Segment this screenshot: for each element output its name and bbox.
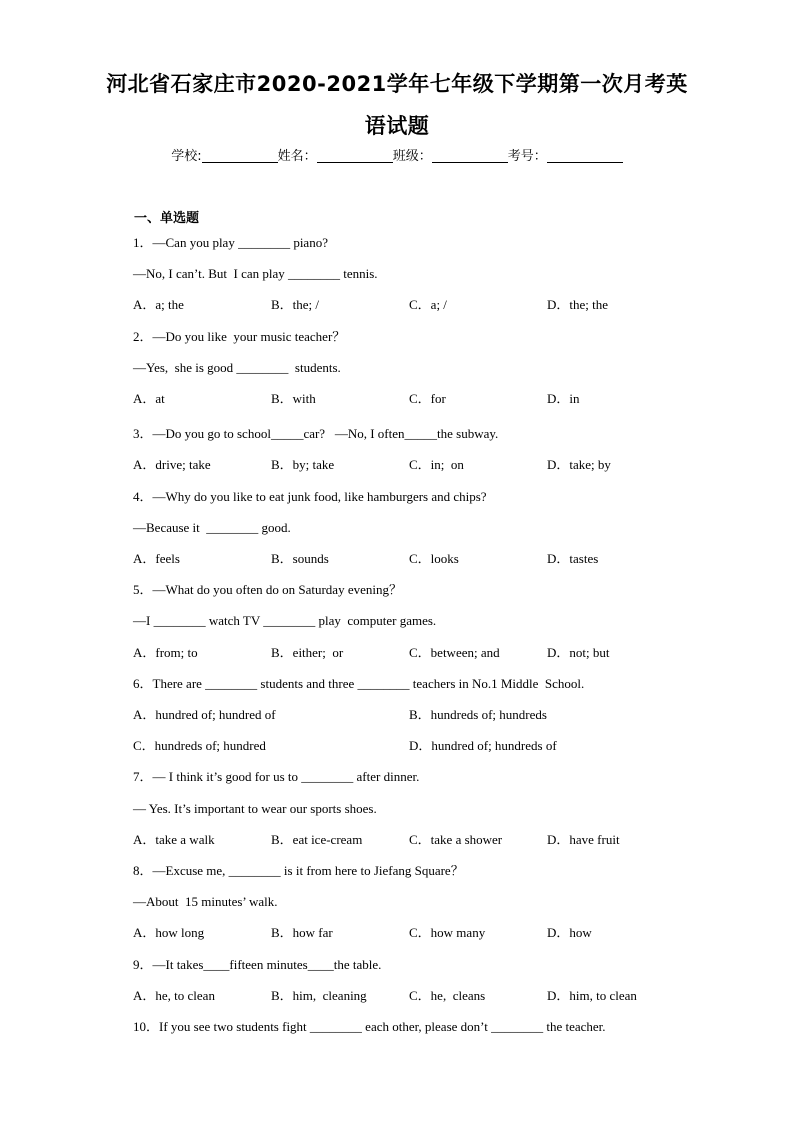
q7-option-c[interactable]: C．take a shower bbox=[409, 832, 503, 847]
question-8-line-2: —About 15 minutes’ walk. bbox=[133, 894, 278, 909]
q8-option-d[interactable]: D．how bbox=[547, 925, 592, 940]
q6-option-d[interactable]: D．hundred of; hundreds of bbox=[409, 738, 557, 753]
page-title: 河北省石家庄市2020-2021学年七年级下学期第一次月考英 bbox=[106, 72, 688, 96]
q2-option-d[interactable]: D．in bbox=[547, 391, 580, 406]
q9-option-d[interactable]: D．him, to clean bbox=[547, 988, 637, 1003]
q6-option-c[interactable]: C．hundreds of; hundred bbox=[133, 738, 266, 753]
q9-option-b[interactable]: B．him, cleaning bbox=[271, 988, 367, 1003]
q9-option-c[interactable]: C．he, cleans bbox=[409, 988, 486, 1003]
name-blank[interactable] bbox=[317, 148, 393, 163]
question-4-line-2: —Because it ________ good. bbox=[133, 520, 291, 535]
q5-option-d[interactable]: D．not; but bbox=[547, 645, 610, 660]
q1-option-d[interactable]: D．the; the bbox=[547, 297, 609, 312]
number-blank[interactable] bbox=[547, 148, 623, 163]
page-title-line2: 语试题 bbox=[364, 114, 430, 138]
q5-option-b[interactable]: B．either; or bbox=[271, 645, 344, 660]
q6-option-b[interactable]: B．hundreds of; hundreds bbox=[409, 707, 547, 722]
question-9-line-1: 9．—It takes____fifteen minutes____the table. bbox=[133, 957, 382, 972]
question-4-line-1: 4．—Why do you like to eat junk food, like hamburgers and chips? bbox=[133, 489, 487, 504]
question-2-line-2: —Yes, she is good ________ students. bbox=[133, 360, 341, 375]
q1-option-b[interactable]: B．the; / bbox=[271, 297, 320, 312]
question-8-line-1: 8．—Excuse me, ________ is it from here to Jiefang Square？ bbox=[133, 863, 464, 878]
class-blank[interactable] bbox=[432, 148, 508, 163]
q7-option-b[interactable]: B．eat ice-cream bbox=[271, 832, 363, 847]
q5-option-a[interactable]: A．from; to bbox=[133, 645, 198, 660]
q3-option-d[interactable]: D．take; by bbox=[547, 457, 611, 472]
q8-option-b[interactable]: B．how far bbox=[271, 925, 333, 940]
question-1-line-2: —No, I can’t. But I can play ________ tennis. bbox=[133, 266, 378, 281]
q2-option-b[interactable]: B．with bbox=[271, 391, 316, 406]
q4-option-d[interactable]: D．tastes bbox=[547, 551, 599, 566]
class-label: 班级： bbox=[392, 149, 432, 164]
q6-option-a[interactable]: A．hundred of; hundred of bbox=[133, 707, 276, 722]
q3-option-a[interactable]: A．drive; take bbox=[133, 457, 211, 472]
q4-option-b[interactable]: B．sounds bbox=[271, 551, 329, 566]
q2-option-a[interactable]: A．at bbox=[133, 391, 165, 406]
q2-option-c[interactable]: C．for bbox=[409, 391, 446, 406]
q4-option-a[interactable]: A．feels bbox=[133, 551, 180, 566]
q3-option-b[interactable]: B．by; take bbox=[271, 457, 335, 472]
section-title: 一、单选题 bbox=[134, 211, 200, 226]
school-blank[interactable] bbox=[202, 148, 278, 163]
question-1-line-1: 1．—Can you play ________ piano? bbox=[133, 235, 328, 250]
question-6-line-1: 6．There are ________ students and three ________ teachers in No.1 Middle School. bbox=[133, 676, 585, 691]
q8-option-a[interactable]: A．how long bbox=[133, 925, 205, 940]
q4-option-c[interactable]: C．looks bbox=[409, 551, 459, 566]
question-10-line-1: 10．If you see two students fight ________ each other, please don’t ________ the teacher. bbox=[133, 1019, 606, 1034]
question-5-line-2: —I ________ watch TV ________ play computer games. bbox=[133, 613, 437, 628]
q1-option-c[interactable]: C．a; / bbox=[409, 297, 447, 312]
q3-option-c[interactable]: C．in; on bbox=[409, 457, 464, 472]
q7-option-a[interactable]: A．take a walk bbox=[133, 832, 215, 847]
student-info bbox=[0, 145, 794, 164]
q9-option-a[interactable]: A．he, to clean bbox=[133, 988, 215, 1003]
q7-option-d[interactable]: D．have fruit bbox=[547, 832, 620, 847]
q1-option-a[interactable]: A．a; the bbox=[133, 297, 184, 312]
question-7-line-2: — Yes. It’s important to wear our sports shoes. bbox=[133, 801, 377, 816]
school-label: 学校: bbox=[171, 149, 202, 164]
question-7-line-1: 7．— I think it’s good for us to ________ after dinner. bbox=[133, 769, 420, 784]
name-label: 姓名： bbox=[277, 149, 317, 164]
question-2-line-1: 2．—Do you like your music teacher？ bbox=[133, 329, 346, 344]
number-label: 考号： bbox=[507, 149, 547, 164]
question-5-line-1: 5．—What do you often do on Saturday evening？ bbox=[133, 582, 402, 597]
question-3-line-1: 3．—Do you go to school_____car? —No, I often_____the subway. bbox=[133, 426, 499, 441]
q8-option-c[interactable]: C．how many bbox=[409, 925, 486, 940]
q5-option-c[interactable]: C．between; and bbox=[409, 645, 500, 660]
